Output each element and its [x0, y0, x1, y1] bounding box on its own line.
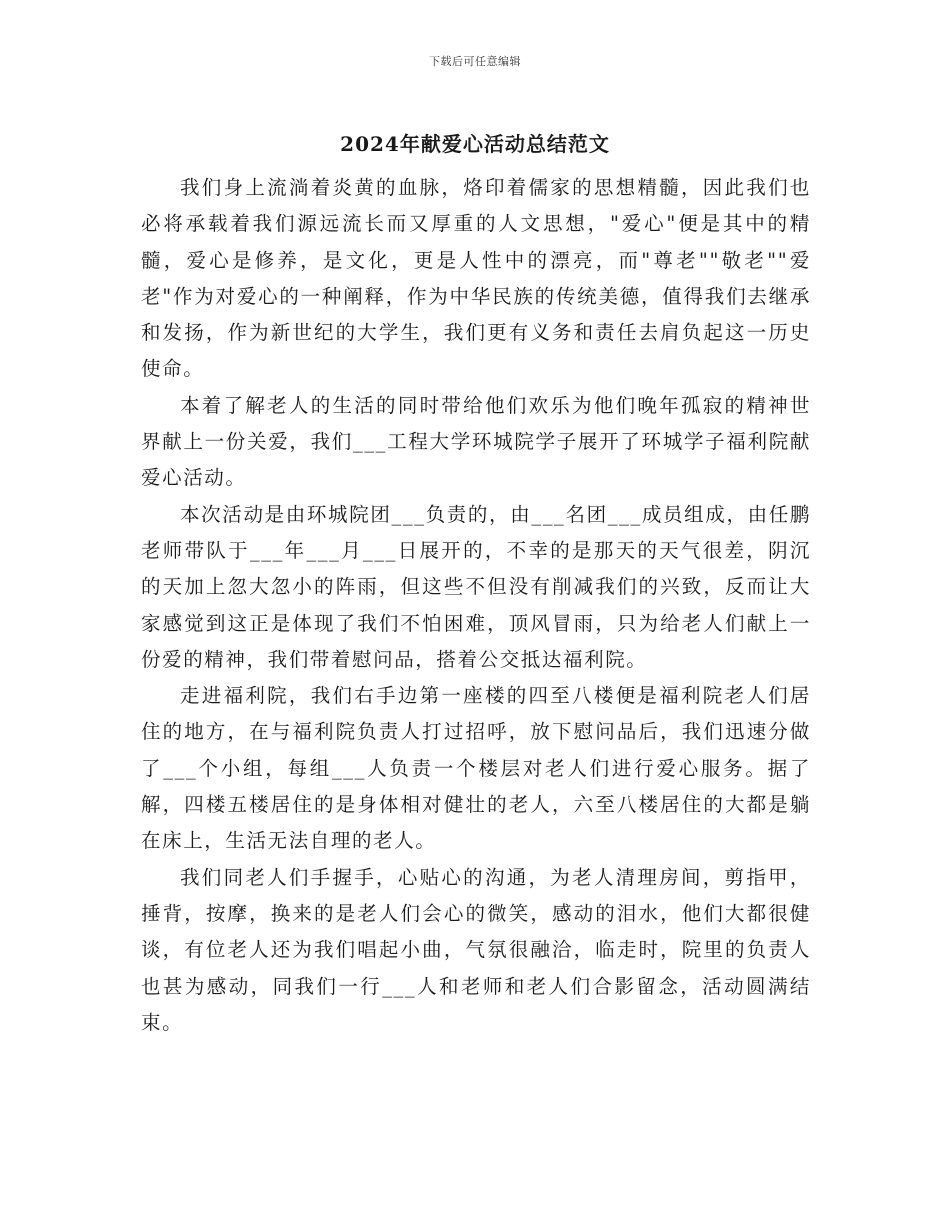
document-title: 2024年献爱心活动总结范文 [340, 132, 610, 156]
paragraph-5: 我们同老人们手握手，心贴心的沟通，为老人清理房间，剪指甲，捶背，按摩，换来的是老人们会心的微笑，感动的泪水，他们大都很健谈，有位老人还为我们唱起小曲，气氛很融洽，临走时，院里的负责人也甚为感动，同我们一行___人和老师和老人们合影留念，活动圆满结束。 [141, 865, 811, 1034]
paragraph-4: 走进福利院，我们右手边第一座楼的四至八楼便是福利院老人们居住的地方，在与福利院负责人打过招呼，放下慰问品后，我们迅速分做了___个小组，每组___人负责一个楼层对老人们进行爱心服务。据了解，四楼五楼居住的是身体相对健壮的老人，六至八楼居住的大都是躺在床上，生活无法自理的老人。 [141, 684, 811, 853]
paragraph-3: 本次活动是由环城院团___负责的，由___名团___成员组成，由任鹏老师带队于___年___月___日展开的，不幸的是那天的天气很差，阴沉的天加上忽大忽小的阵雨，但这些不但没有削减我们的兴致，反而让大家感觉到这正是体现了我们不怕困难，顶风冒雨，只为给老人们献上一份爱的精神，我们带着慰问品，搭着公交抵达福利院。 [141, 502, 811, 671]
document-body [141, 170, 811, 1041]
paragraph-2: 本着了解老人的生活的同时带给他们欢乐为他们晚年孤寂的精神世界献上一份关爱，我们___工程大学环城院学子展开了环城学子福利院献爱心活动。 [141, 393, 811, 490]
paragraph-1: 我们身上流淌着炎黄的血脉，烙印着儒家的思想精髓，因此我们也必将承载着我们源远流长而又厚重的人文思想，"爱心"便是其中的精髓，爱心是修养，是文化，更是人性中的漂亮，而"尊老""敬老""爱老"作为对爱心的一种阐释，作为中华民族的传统美德，值得我们去继承和发扬，作为新世纪的大学生，我们更有义务和责任去肩负起这一历史使命。 [141, 176, 811, 381]
header-note: 下载后可任意编辑 [429, 55, 521, 68]
